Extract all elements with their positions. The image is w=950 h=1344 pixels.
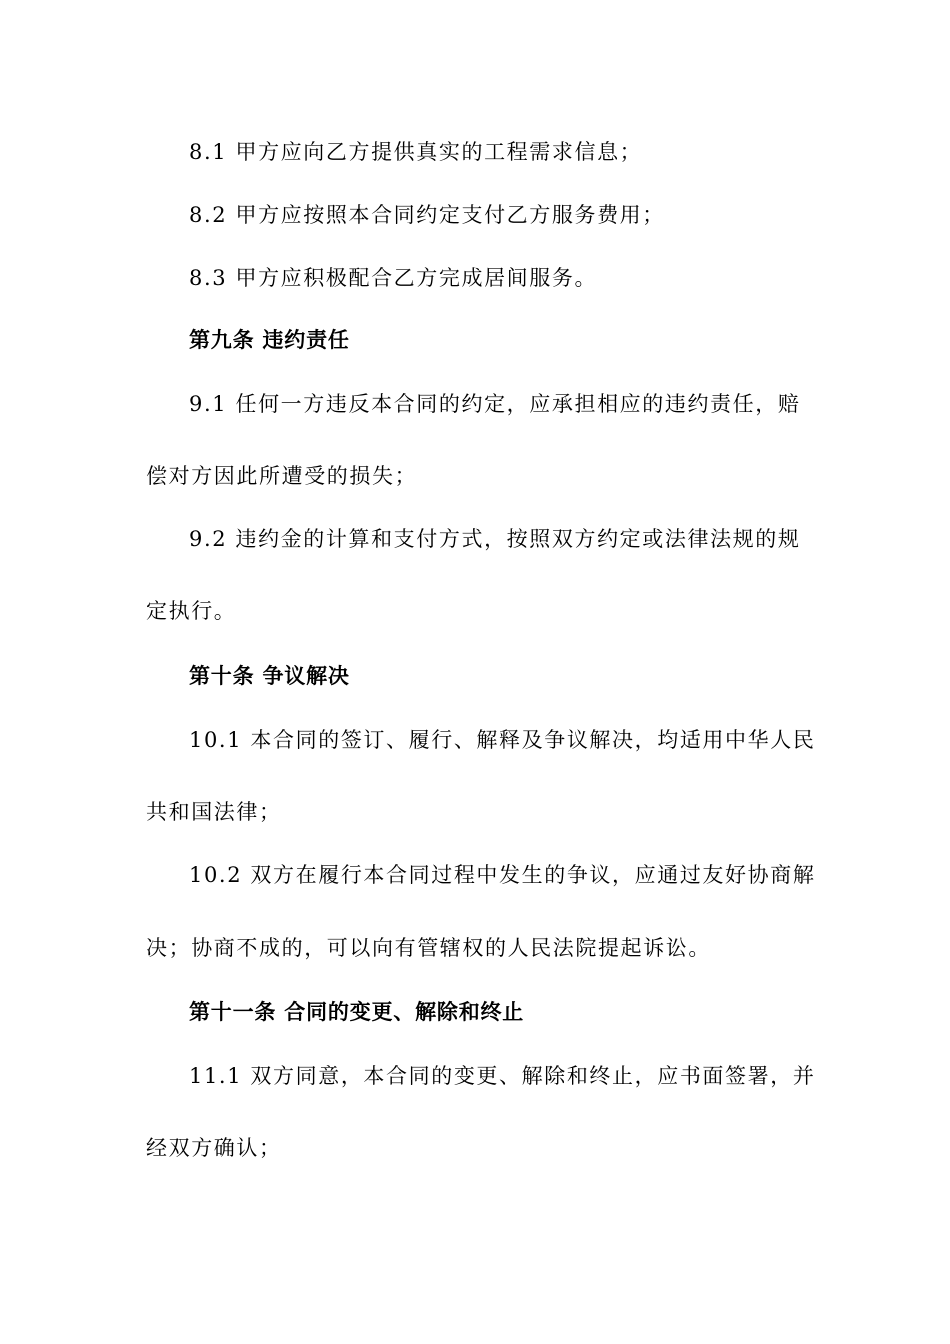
clause-9-2-line-2: 定执行。 bbox=[146, 599, 237, 623]
clause-10-2-line-2: 决；协商不成的，可以向有管辖权的人民法院提起诉讼。 bbox=[146, 936, 711, 960]
article-9-heading: 第九条 违约责任 bbox=[189, 328, 350, 352]
clause-10-1-line-2: 共和国法律； bbox=[146, 800, 282, 824]
clause-11-1-line-2: 经双方确认； bbox=[146, 1136, 282, 1160]
clause-10-2-line-1: 10.2 双方在履行本合同过程中发生的争议，应通过友好协商解 bbox=[189, 863, 816, 887]
clause-8-3: 8.3 甲方应积极配合乙方完成居间服务。 bbox=[189, 266, 598, 290]
clause-9-1-line-2: 偿对方因此所遭受的损失； bbox=[146, 464, 418, 488]
clause-8-2: 8.2 甲方应按照本合同约定支付乙方服务费用； bbox=[189, 203, 665, 227]
clause-10-1-line-1: 10.1 本合同的签订、履行、解释及争议解决，均适用中华人民 bbox=[189, 728, 816, 752]
clause-11-1-line-1: 11.1 双方同意，本合同的变更、解除和终止，应书面签署，并 bbox=[189, 1064, 816, 1088]
article-11-heading: 第十一条 合同的变更、解除和终止 bbox=[189, 1000, 525, 1024]
clause-9-2-line-1: 9.2 违约金的计算和支付方式，按照双方约定或法律法规的规 bbox=[189, 527, 801, 551]
article-10-heading: 第十条 争议解决 bbox=[189, 664, 350, 688]
clause-9-1-line-1: 9.1 任何一方违反本合同的约定，应承担相应的违约责任，赔 bbox=[189, 392, 801, 416]
clause-8-1: 8.1 甲方应向乙方提供真实的工程需求信息； bbox=[189, 140, 643, 164]
